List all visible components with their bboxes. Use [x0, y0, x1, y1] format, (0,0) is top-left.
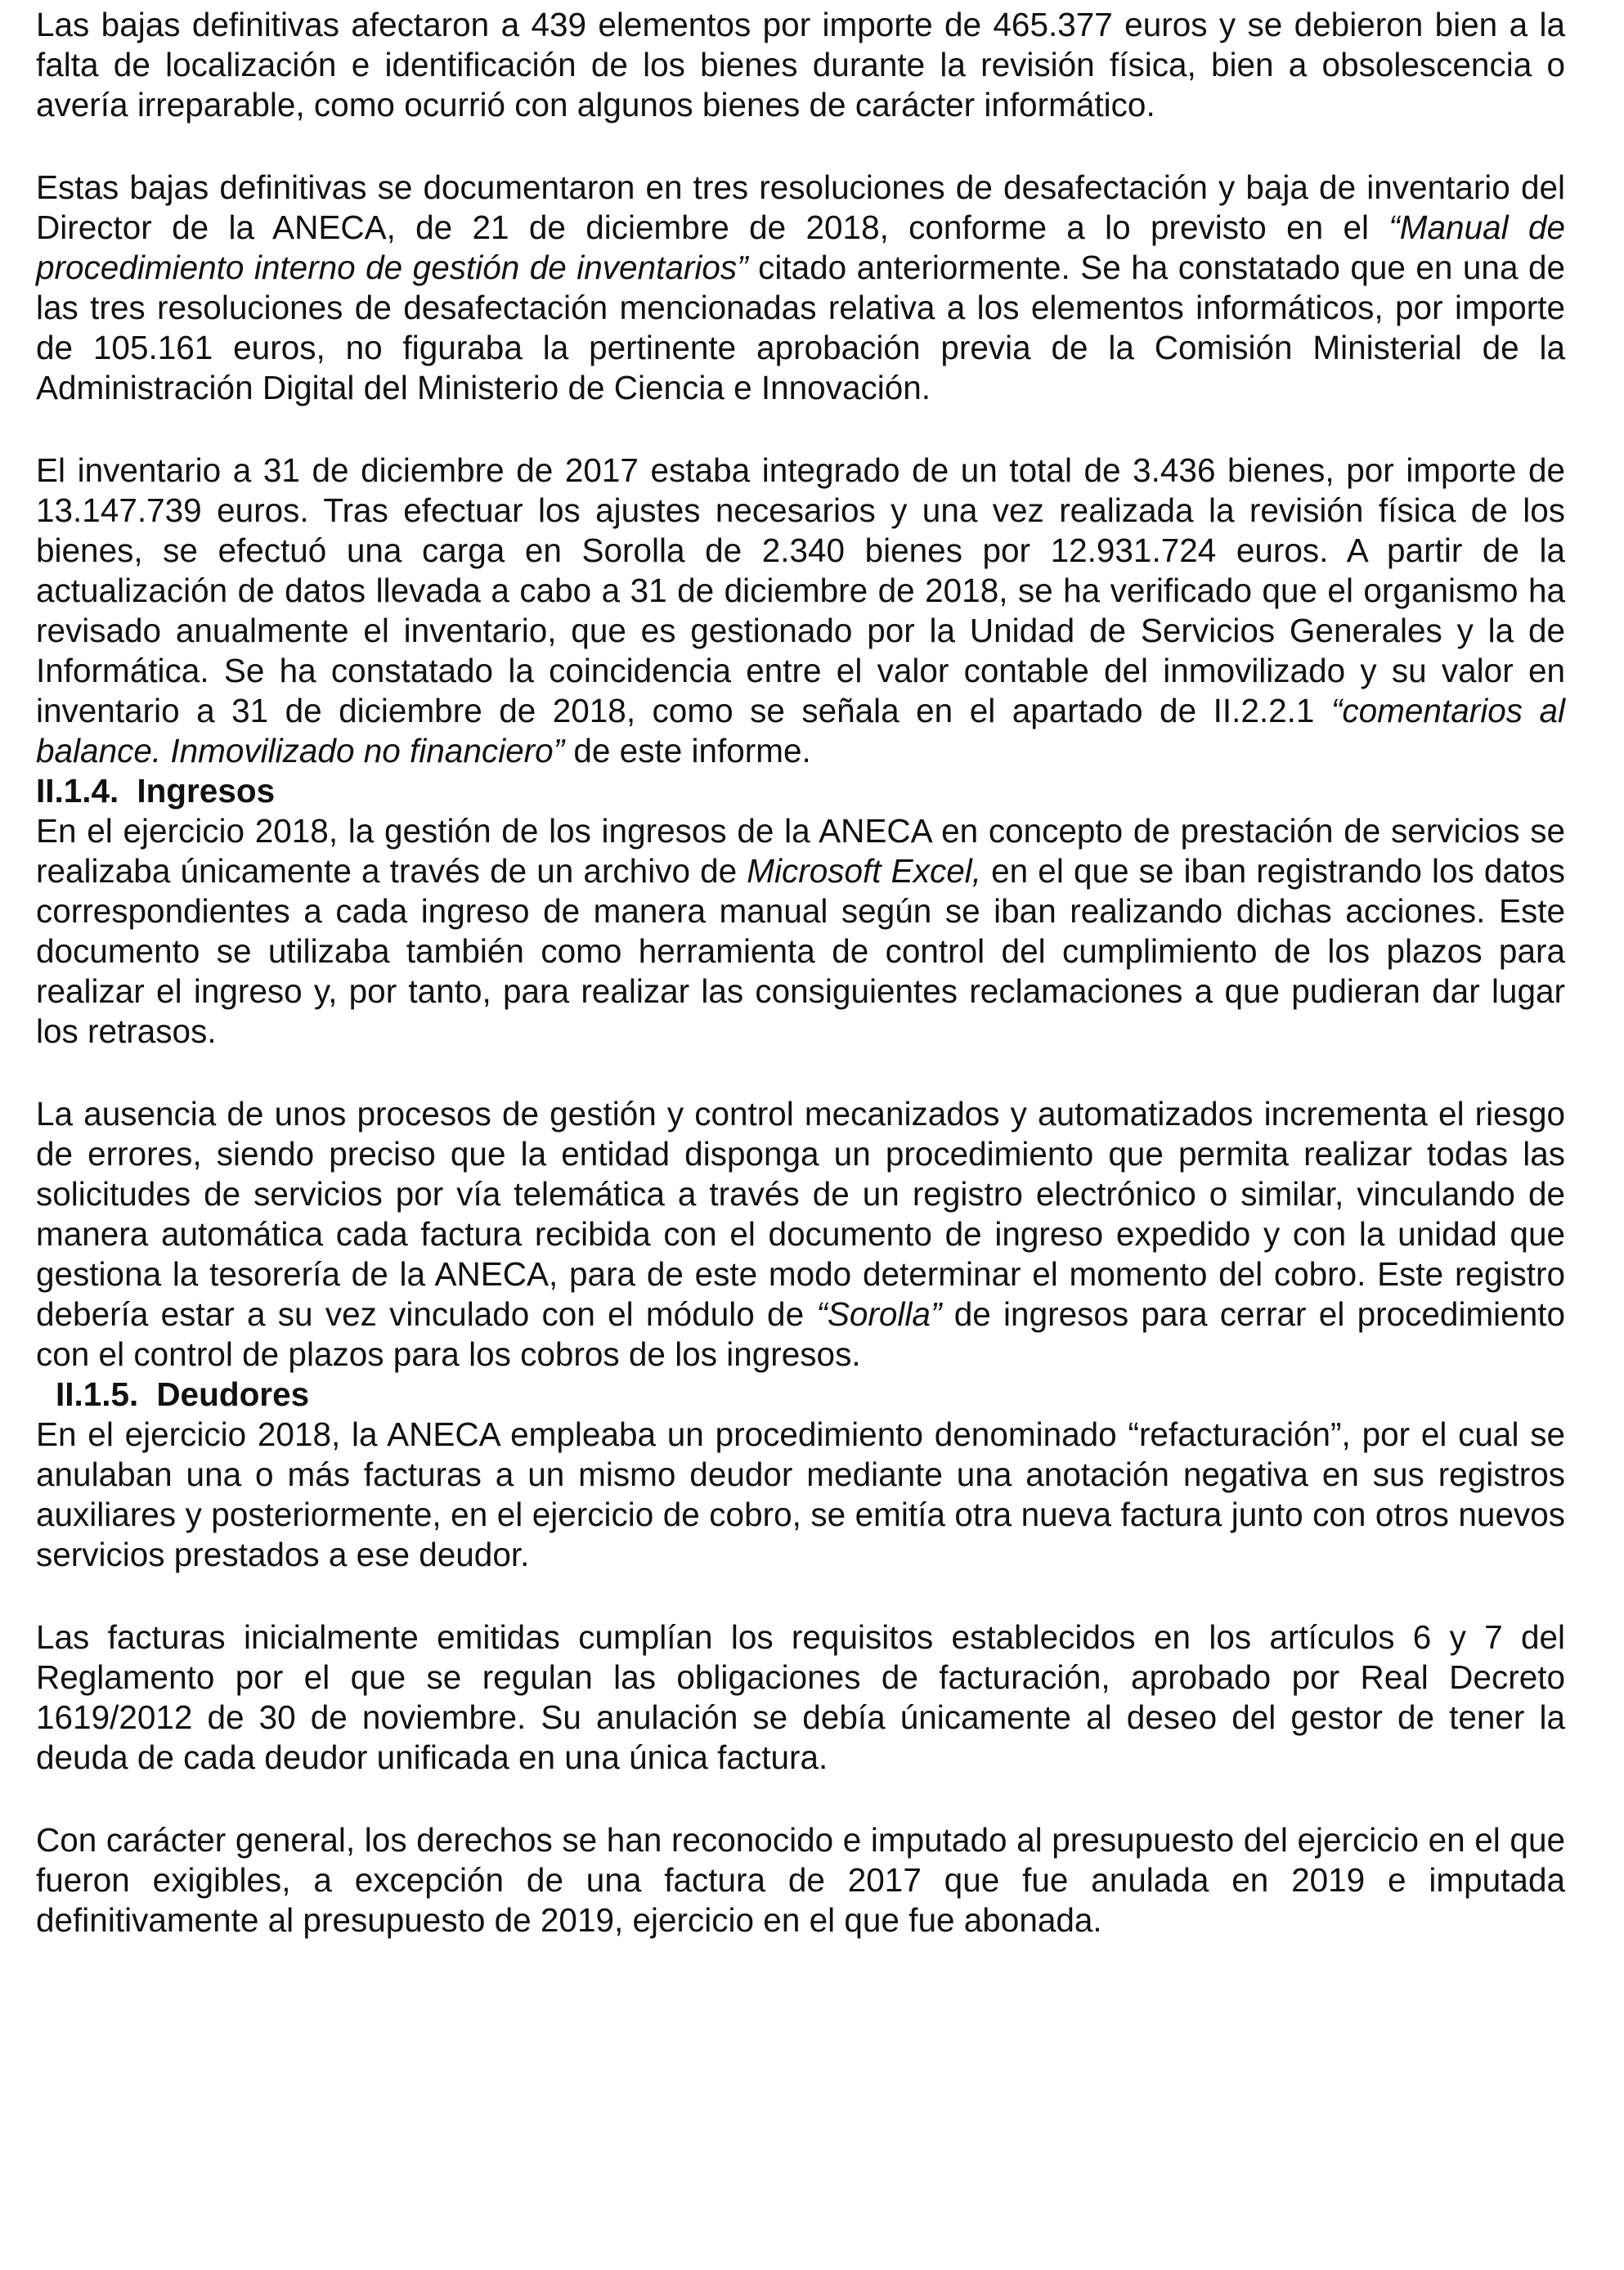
paragraph-procesos-control: La ausencia de unos procesos de gestión y control mecanizados y automatizados incrementa el riesgo de errores, siendo preciso que la entidad disponga un procedimiento que permita realizar todas las solicitudes de servicios por vía telemática a través de un registro electrónico o similar, vinculando de manera automática cada factura recibida con el documento de ingreso expedido y con la unidad que gestiona la tesorería de la ANECA, para de este modo determinar el momento del cobro. Este registro debería estar a su vez vinculado con el módulo de “Sorolla” de ingresos para cerrar el procedimiento con el control de plazos para los cobros de los ingresos.: [36, 1095, 1566, 1373]
section-heading-deudores: [36, 1375, 1565, 1415]
section-heading-ingresos: [36, 771, 1565, 811]
section-number: II.1.5.: [56, 1375, 139, 1413]
paragraph-facturas-requisitos: Las facturas inicialmente emitidas cumplían los requisitos establecidos en los artículos 6 y 7 del Reglamento por el que se regulan las obligaciones de facturación, aprobado por Real Decreto 1619/2012 de 30 de noviembre. Su anulación se debía únicamente al deseo del gestor de tener la deuda de cada deudor unificada en una única factura.: [36, 1618, 1565, 1776]
paragraph-gestion-ingresos: En el ejercicio 2018, la gestión de los ingresos de la ANECA en concepto de prestación de servicios se realizaba únicamente a través de un archivo de Microsoft Excel, en el que se iban registrando los datos correspondientes a cada ingreso de manera manual según se iban realizando dichas acciones. Este documento se utilizaba también como herramienta de control del cumplimiento de los plazos para realizar el ingreso y, por tanto, para realizar las consiguientes reclamaciones a que pudieran dar lugar los retrasos.: [36, 812, 1565, 1050]
section-title: Ingresos: [137, 772, 276, 810]
section-number: II.1.4.: [36, 772, 119, 810]
paragraph-bajas-definitivas: Las bajas definitivas afectaron a 439 elementos por importe de 465.377 euros y se debieron bien a la falta de localización e identificación de los bienes durante la revisión física, bien a obsolescencia o avería irreparable, como ocurrió con algunos bienes de carácter informático.: [36, 6, 1565, 123]
paragraph-resoluciones-desafectacion: Estas bajas definitivas se documentaron en tres resoluciones de desafectación y baja de inventario del Director de la ANECA, de 21 de diciembre de 2018, conforme a lo previsto en el “Manual de procedimiento interno de gestión de inventarios” citado anteriormente. Se ha constatado que en una de las tres resoluciones de desafectación mencionadas relativa a los elementos informáticos, por importe de 105.161 euros, no figuraba la pertinente aprobación previa de la Comisión Ministerial de la Administración Digital del Ministerio de Ciencia e Innovación.: [36, 168, 1566, 406]
document-page: [36, 5, 1565, 1940]
manual-title-quote: “Manual de procedimiento interno de gestión de inventarios”: [36, 209, 1565, 286]
paragraph-refacturacion: En el ejercicio 2018, la ANECA empleaba un procedimiento denominado “refacturación”, por el cual se anulaban una o más facturas a un mismo deudor mediante una anotación negativa en sus registros auxiliares y posteriormente, en el ejercicio de cobro, se emitía otra nueva factura junto con otros nuevos servicios prestados a ese deudor.: [36, 1415, 1565, 1573]
balance-comments-quote: “comentarios al balance. Inmovilizado no financiero”: [36, 692, 1565, 769]
paragraph-derechos-imputacion: Con carácter general, los derechos se han reconocido e imputado al presupuesto del ejercicio en el que fueron exigibles, a excepción de una factura de 2017 que fue anulada en 2019 e imputada definitivamente al presupuesto de 2019, ejercicio en el que fue abonada.: [36, 1821, 1565, 1939]
sorolla-mention: “Sorolla”: [816, 1295, 942, 1333]
section-title: Deudores: [156, 1375, 310, 1413]
excel-mention: Microsoft Excel,: [747, 852, 981, 890]
paragraph-inventario: El inventario a 31 de diciembre de 2017 estaba integrado de un total de 3.436 bienes, por importe de 13.147.739 euros. Tras efectuar los ajustes necesarios y una vez realizada la revisión física de los bienes, se efectuó una carga en Sorolla de 2.340 bienes por 12.931.724 euros. A partir de la actualización de datos llevada a cabo a 31 de diciembre de 2018, se ha verificado que el organismo ha revisado anualmente el inventario, que es gestionado por la Unidad de Servicios Generales y la de Informática. Se ha constatado la coincidencia entre el valor contable del inmovilizado y su valor en inventario a 31 de diciembre de 2018, como se señala en el apartado de II.2.2.1 “comentarios al balance. Inmovilizado no financiero” de este informe.: [36, 451, 1565, 769]
